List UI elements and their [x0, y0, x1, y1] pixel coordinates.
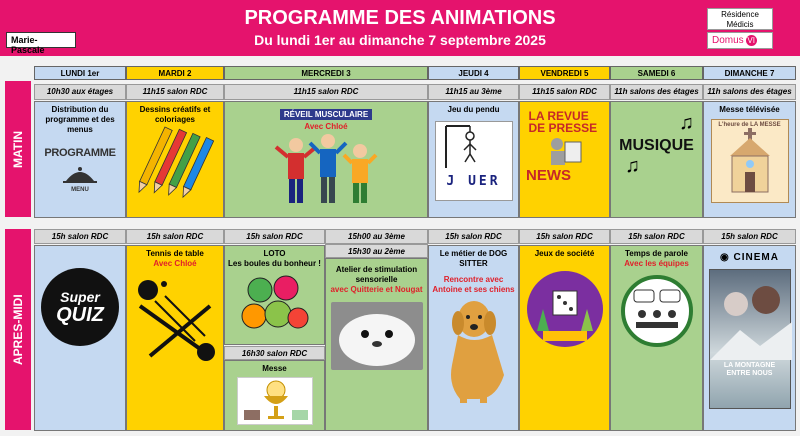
activity-host: avec Quitterie et Nougat [330, 285, 423, 294]
activity-title: Jeux de société [534, 249, 595, 258]
hangman-icon [436, 122, 514, 172]
activity-monday-morning [34, 101, 126, 218]
time-slot: 11h15 au 3ème [428, 84, 519, 100]
poster-messe-title: L'heure de LA MESSE [718, 122, 781, 128]
time-slot: 15h salon RDC [428, 229, 519, 244]
activity-sunday-afternoon [703, 245, 796, 431]
time-slot: 10h30 aux étages [34, 84, 126, 100]
activity-title: LOTO [263, 249, 286, 258]
brand-logo [707, 32, 773, 49]
section-label-afternoon: APRES-MIDI [5, 229, 31, 430]
messe-illustration [237, 377, 313, 425]
time-slot: 15h salon RDC [224, 229, 325, 244]
activity-title: Temps de parole [625, 249, 688, 258]
section-label-morning: MATIN [5, 81, 31, 217]
residence-line1: Résidence [721, 10, 759, 19]
hangman-illustration [435, 121, 513, 201]
page-subtitle: Du lundi 1er au dimanche 7 septembre 2025 [254, 32, 546, 48]
time-slot: 15h salon RDC [610, 229, 703, 244]
activity-title: Atelier de stimulation sensorielle [335, 265, 418, 284]
seal-robot-photo [331, 302, 423, 370]
activity-thursday-morning [428, 101, 519, 218]
activity-title: Messe télévisée [719, 105, 780, 114]
activity-wednesday-afternoon [224, 245, 325, 345]
activity-friday-morning [519, 101, 610, 218]
day-header-friday: VENDREDI 5 [519, 66, 610, 80]
time-slot: 11h15 salon RDC [519, 84, 610, 100]
brand-name: Domus [712, 35, 744, 47]
newspaper-reader-icon [545, 136, 585, 166]
loto-balls-icon [240, 270, 310, 340]
poster-programme: PROGRAMME [44, 147, 116, 159]
time-slot: 11h salons des étages [610, 84, 703, 100]
time-slot: 15h salon RDC [703, 229, 796, 244]
pencils-icon [135, 125, 215, 210]
activity-tuesday-morning [126, 101, 224, 218]
cloche-icon [60, 165, 100, 185]
activity-host: Rencontre avec Antoine et ses chiens [432, 275, 515, 294]
day-header-saturday: SAMEDI 6 [610, 66, 703, 80]
film-reel-icon: ◉ [720, 252, 730, 263]
church-icon [720, 128, 780, 194]
time-slot: 16h30 salon RDC [224, 346, 325, 360]
activity-monday-afternoon [34, 245, 126, 431]
cinema-label [704, 252, 795, 263]
church-poster [711, 119, 789, 203]
discussion-group-icon [618, 274, 696, 348]
poster-menu: MENU [71, 187, 89, 193]
activity-subtitle: Les boules du bonheur ! [228, 259, 321, 268]
golden-retriever-illustration [434, 295, 514, 405]
time-slot: 15h00 au 3ème [325, 229, 428, 244]
time-slot: 15h salon RDC [34, 229, 126, 244]
activity-title: Le métier de DOG SITTER [439, 249, 508, 268]
film-poster [709, 269, 791, 409]
time-slot: 15h30 au 2ème [325, 244, 428, 258]
activity-title: Tennis de table [146, 249, 204, 258]
film-title: LA MONTAGNE ENTRE NOUS [723, 362, 776, 377]
activity-friday-afternoon [519, 245, 610, 431]
hangman-word: J UER [446, 174, 501, 189]
name-badge: Marie-Pascale [6, 32, 76, 48]
activity-tuesday-afternoon [126, 245, 224, 431]
activity-title: Messe [262, 364, 287, 373]
activity-title: Distribution du programme et des menus [45, 105, 115, 134]
poster-revue-presse: LA REVUE DE PRESSE [528, 109, 598, 135]
activity-wednesday-messe [224, 360, 325, 431]
chalice-icon [238, 378, 314, 424]
quiz-logo-line1: Super [60, 289, 100, 305]
exercise-people-illustration [266, 131, 386, 209]
activity-title: Jeu du pendu [447, 105, 500, 114]
time-slot: 15h salon RDC [519, 229, 610, 244]
time-slot: 15h salon RDC [126, 229, 224, 244]
activity-wednesday-afternoon-2 [325, 258, 428, 431]
poster-news: NEWS [526, 167, 571, 184]
table-tennis-icon [130, 276, 220, 366]
time-slot: 11h salons des étages [703, 84, 796, 100]
poster-musique: MUSIQUE [619, 137, 694, 154]
day-header-wednesday: MERCREDI 3 [224, 66, 428, 80]
activity-host: Avec Chloé [304, 122, 348, 131]
brand-heart-icon: VI [747, 36, 755, 45]
activity-host: Avec Chloé [153, 259, 197, 268]
page-title: PROGRAMME DES ANIMATIONS [244, 7, 556, 29]
activity-wednesday-morning [224, 101, 428, 218]
time-slot: 11h15 salon RDC [224, 84, 428, 100]
day-header-tuesday: MARDI 2 [126, 66, 224, 80]
activity-saturday-afternoon [610, 245, 703, 431]
day-header-sunday: DIMANCHE 7 [703, 66, 796, 80]
activity-title: Dessins créatifs et coloriages [139, 105, 211, 124]
quiz-logo-line2: QUIZ [56, 304, 104, 326]
cinema-text: CINEMA [733, 252, 779, 263]
activity-host: Avec les équipes [624, 259, 689, 268]
day-header-thursday: JEUDI 4 [428, 66, 519, 80]
activity-title: RÉVEIL MUSCULAIRE [280, 109, 372, 120]
seal-robot-icon [331, 302, 423, 370]
residence-label [707, 8, 773, 30]
film-actors-illustration [710, 270, 792, 360]
board-games-icon [525, 269, 605, 349]
day-header-monday: LUNDI 1er [34, 66, 126, 80]
quiz-logo [41, 268, 119, 346]
activity-thursday-afternoon [428, 245, 519, 431]
music-notes-icon-2: ♫ [625, 155, 640, 177]
music-notes-icon: ♫ [679, 112, 694, 134]
activity-sunday-morning [703, 101, 796, 218]
activity-saturday-morning [610, 101, 703, 218]
time-slot: 11h15 salon RDC [126, 84, 224, 100]
residence-line2: Médicis [726, 20, 754, 29]
